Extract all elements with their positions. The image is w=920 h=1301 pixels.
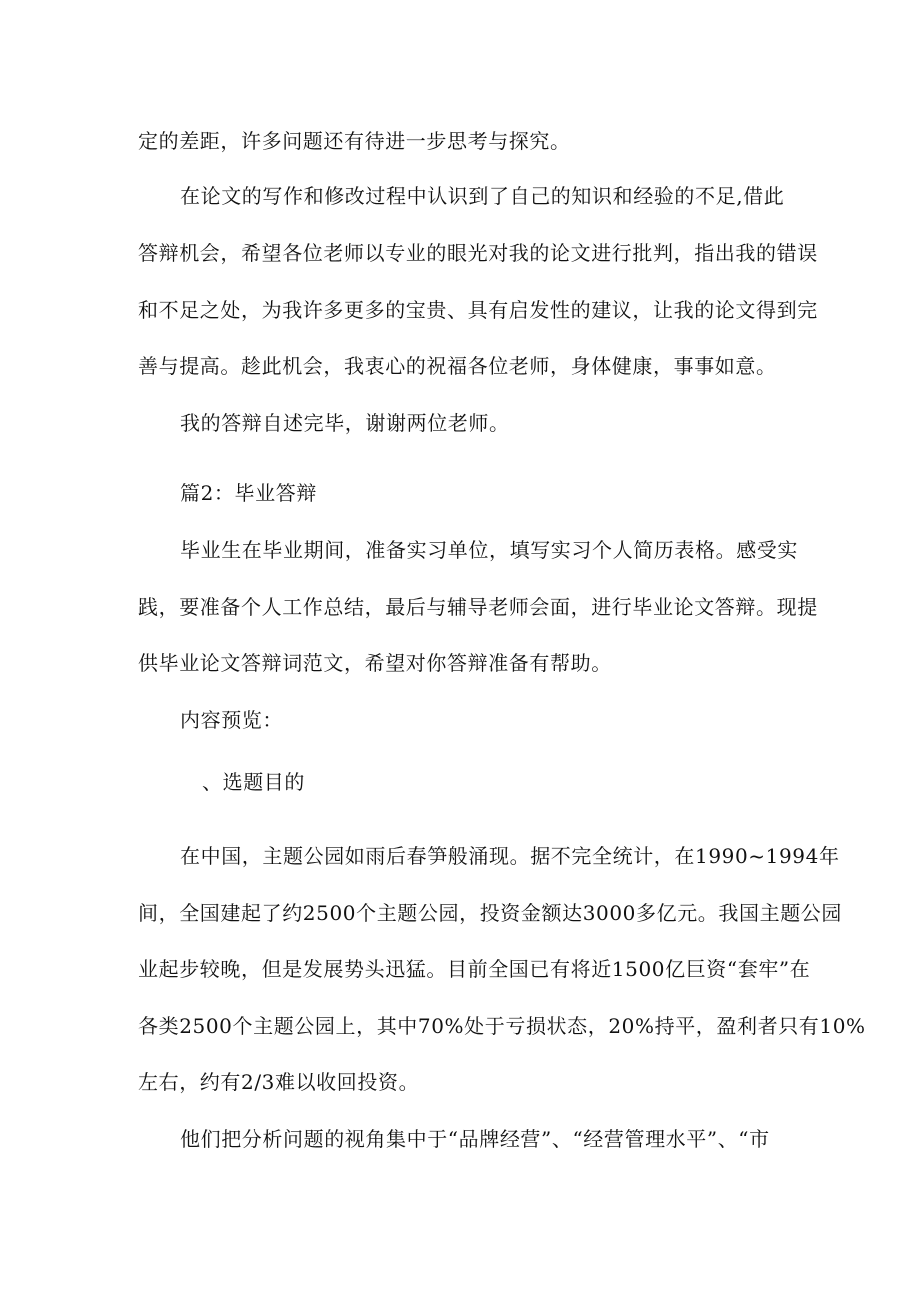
paragraph-line: 各类2500个主题公园上，其中70%处于亏损状态，20%持平，盈利者只有10%	[138, 1014, 866, 1038]
paragraph-line: 践，要准备个人工作总结，最后与辅导老师会面，进行毕业论文答辩。现提	[138, 595, 818, 619]
paragraph-line: 善与提高。趁此机会，我衷心的祝福各位老师，身体健康，事事如意。	[138, 354, 777, 378]
subsection-heading: 、选题目的	[202, 770, 305, 794]
paragraph-line: 他们把分析问题的视角集中于“品牌经营”、“经营管理水平”、“市	[180, 1127, 770, 1151]
paragraph-line: 在论文的写作和修改过程中认识到了自己的知识和经验的不足,借此	[180, 184, 785, 208]
paragraph-line: 在中国，主题公园如雨后春笋般涌现。据不完全统计，在1990~1994年	[180, 844, 840, 868]
section-heading: 篇2：毕业答辩	[180, 481, 317, 505]
paragraph-line: 毕业生在毕业期间，准备实习单位，填写实习个人简历表格。感受实	[180, 538, 798, 562]
paragraph-line: 答辩机会，希望各位老师以专业的眼光对我的论文进行批判，指出我的错误	[138, 241, 818, 265]
paragraph-line: 和不足之处，为我许多更多的宝贵、具有启发性的建议，让我的论文得到完	[138, 298, 818, 322]
paragraph-line: 定的差距，许多问题还有待进一步思考与探究。	[138, 129, 571, 153]
paragraph-line: 左右，约有2/3难以收回投资。	[138, 1070, 420, 1094]
paragraph-line: 间，全国建起了约2500个主题公园，投资金额达3000多亿元。我国主题公园	[138, 901, 842, 925]
paragraph-line: 我的答辩自述完毕，谢谢两位老师。	[180, 411, 510, 435]
paragraph-line: 供毕业论文答辩词范文，希望对你答辩准备有帮助。	[138, 651, 612, 675]
paragraph-line: 业起步较晚，但是发展势头迅猛。目前全国已有将近1500亿巨资“套牢”在	[138, 957, 811, 981]
preview-label: 内容预览：	[180, 708, 283, 732]
